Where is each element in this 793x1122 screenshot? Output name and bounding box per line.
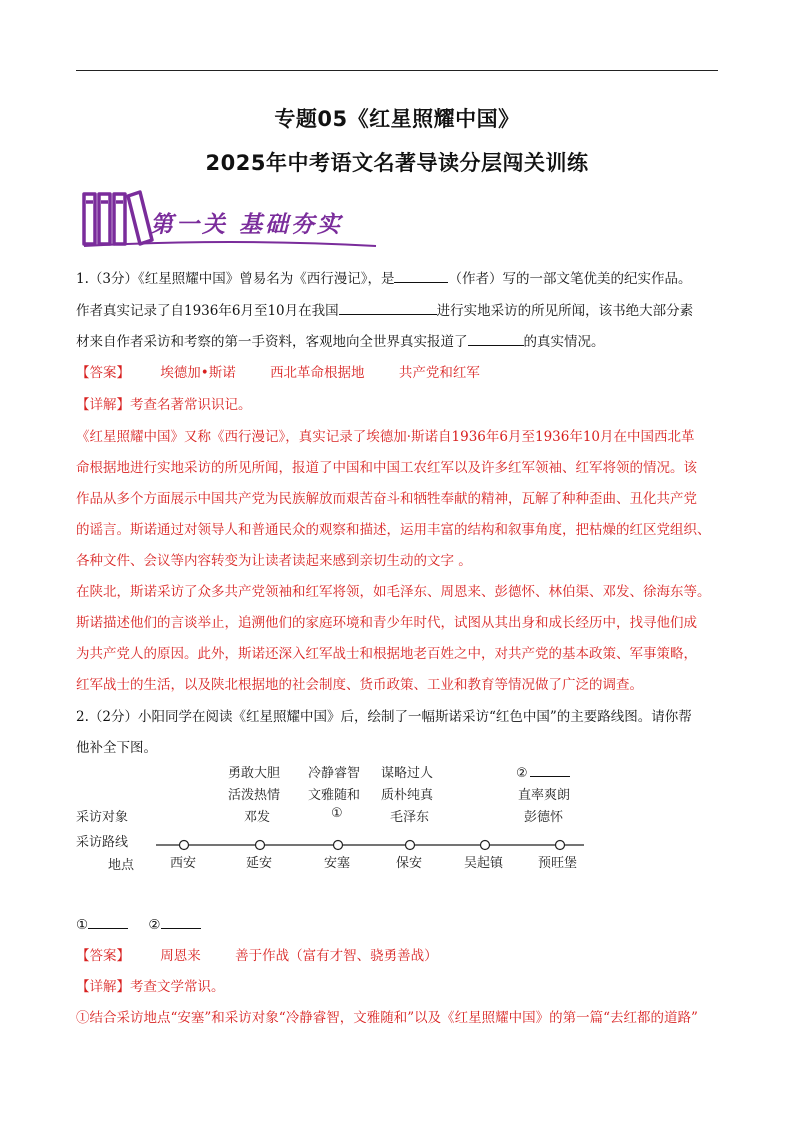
- q1-detail-line: 命根据地进行实地采访的所见所闻，报道了中国和中国工农红军以及许多红军领袖、红军将领的情况。该: [76, 460, 697, 476]
- q2-detail-label: 【详解】考查文学常识。: [76, 979, 225, 995]
- q2-answer: 【答案】 周恩来 善于作战（富有才智、骁勇善战）: [76, 948, 438, 964]
- q1-answer: 【答案】 埃德加•斯诺 西北革命根据地 共产党和红军: [76, 365, 480, 381]
- page-subtitle: 2025年中考语文名著导读分层闯关训练: [205, 151, 589, 175]
- trait-text: 冷静睿智: [308, 766, 361, 781]
- q1-detail-line: 斯诺描述他们的言谈举止，追溯他们的家庭环境和青少年时代，试图从其出身和成长经历中，找寻他们成: [76, 615, 697, 631]
- trait-text: 勇敢大胆: [228, 766, 281, 781]
- q1-line1: 1.（3分）《红星照耀中国》曾易名为《西行漫记》，是 （作者）写的一部文笔优美的纪实作品。: [76, 268, 726, 289]
- trait-text: 文雅随和: [308, 788, 361, 803]
- person-name: 彭德怀: [524, 810, 564, 825]
- answer-blank[interactable]: [394, 268, 448, 283]
- q1-detail-line: 各种文件、会议等内容转变为让读者读起来感到亲切生动的文字 。: [76, 553, 472, 569]
- q2-line1: 2.（2分）小阳同学在阅读《红星照耀中国》后，绘制了一幅斯诺采访“红色中国”的主要路线图。请你帮: [76, 709, 692, 725]
- q2-line2: 他补全下图。: [76, 740, 157, 756]
- q1-line2: 作者真实记录了自1936年6月至10月在我国 进行实地采访的所见所闻，该书绝大部分素: [76, 300, 726, 321]
- q1-detail-line: 在陕北，斯诺采访了众多共产党领袖和红军将领，如毛泽东、周恩来、彭德怀、林伯渠、邓发、徐海东等。: [76, 584, 711, 600]
- route-node: [556, 841, 565, 850]
- header-rule: [76, 70, 718, 71]
- q1-detail-line: 作品从多个方面展示中国共产党为民族解放而艰苦奋斗和牺牲奉献的精神，瓦解了种种歪曲、丑化共产党: [76, 491, 697, 507]
- q1-detail-line: 红军战士的生活，以及陕北根据地的社会制度、货币政策、工业和教育等情况做了广泛的调查。: [76, 677, 643, 693]
- row-label-interviewee: 采访对象: [76, 810, 129, 825]
- trait-text: 活泼热情: [228, 788, 281, 803]
- route-node: [180, 841, 189, 850]
- page-title: 专题05《红星照耀中国》: [274, 107, 520, 131]
- route-node: [481, 841, 490, 850]
- q1-detail-line: 为共产党人的原因。此外，斯诺还深入红军战士和根据地老百姓之中，对共产党的基本政策、军事策略，: [76, 646, 697, 662]
- place-label: 吴起镇: [464, 856, 504, 871]
- q1-detail-line: 《红星照耀中国》又称《西行漫记》，真实记录了埃德加·斯诺自1936年6月至1936年10月在中国西北革: [76, 429, 695, 445]
- place-label: 安塞: [324, 856, 351, 871]
- person-name: 毛泽东: [390, 810, 430, 825]
- trait-text: ②: [516, 762, 570, 781]
- q2-fill-line: ① ②: [76, 914, 726, 935]
- route-node: [334, 841, 343, 850]
- trait-text: 质朴纯真: [381, 788, 434, 803]
- answer-blank[interactable]: [339, 300, 437, 315]
- row-label-route: 采访路线: [76, 835, 129, 850]
- route-diagram: [76, 760, 596, 875]
- person-name: ①: [331, 806, 343, 821]
- place-label: 预旺堡: [538, 856, 578, 871]
- answer-blank[interactable]: [161, 914, 201, 929]
- place-label: 西安: [170, 856, 197, 871]
- q2-detail-line: ①结合采访地点“安塞”和采访对象“冷静睿智，文雅随和”以及《红星照耀中国》的第一篇“去红都的道路”: [76, 1010, 698, 1026]
- trait-text: 直率爽朗: [518, 788, 571, 803]
- route-node: [256, 841, 265, 850]
- answer-blank[interactable]: [88, 914, 128, 929]
- row-label-place: 地点: [108, 858, 135, 873]
- answer-blank[interactable]: [468, 331, 524, 346]
- q1-line3: 材来自作者采访和考察的第一手资料，客观地向全世界真实报道了 的真实情况。: [76, 331, 726, 352]
- section-banner: 第一关 基础夯实: [150, 211, 344, 238]
- q1-detail-line: 的谣言。斯诺通过对领导人和普通民众的观察和描述，运用丰富的结构和叙事角度，把枯燥的红区党组织、: [76, 522, 711, 538]
- person-name: 邓发: [244, 810, 271, 825]
- trait-text: 谋略过人: [381, 766, 434, 781]
- place-label: 延安: [246, 856, 273, 871]
- place-label: 保安: [396, 856, 423, 871]
- route-node: [406, 841, 415, 850]
- q1-detail-label: 【详解】考查名著常识识记。: [76, 397, 252, 413]
